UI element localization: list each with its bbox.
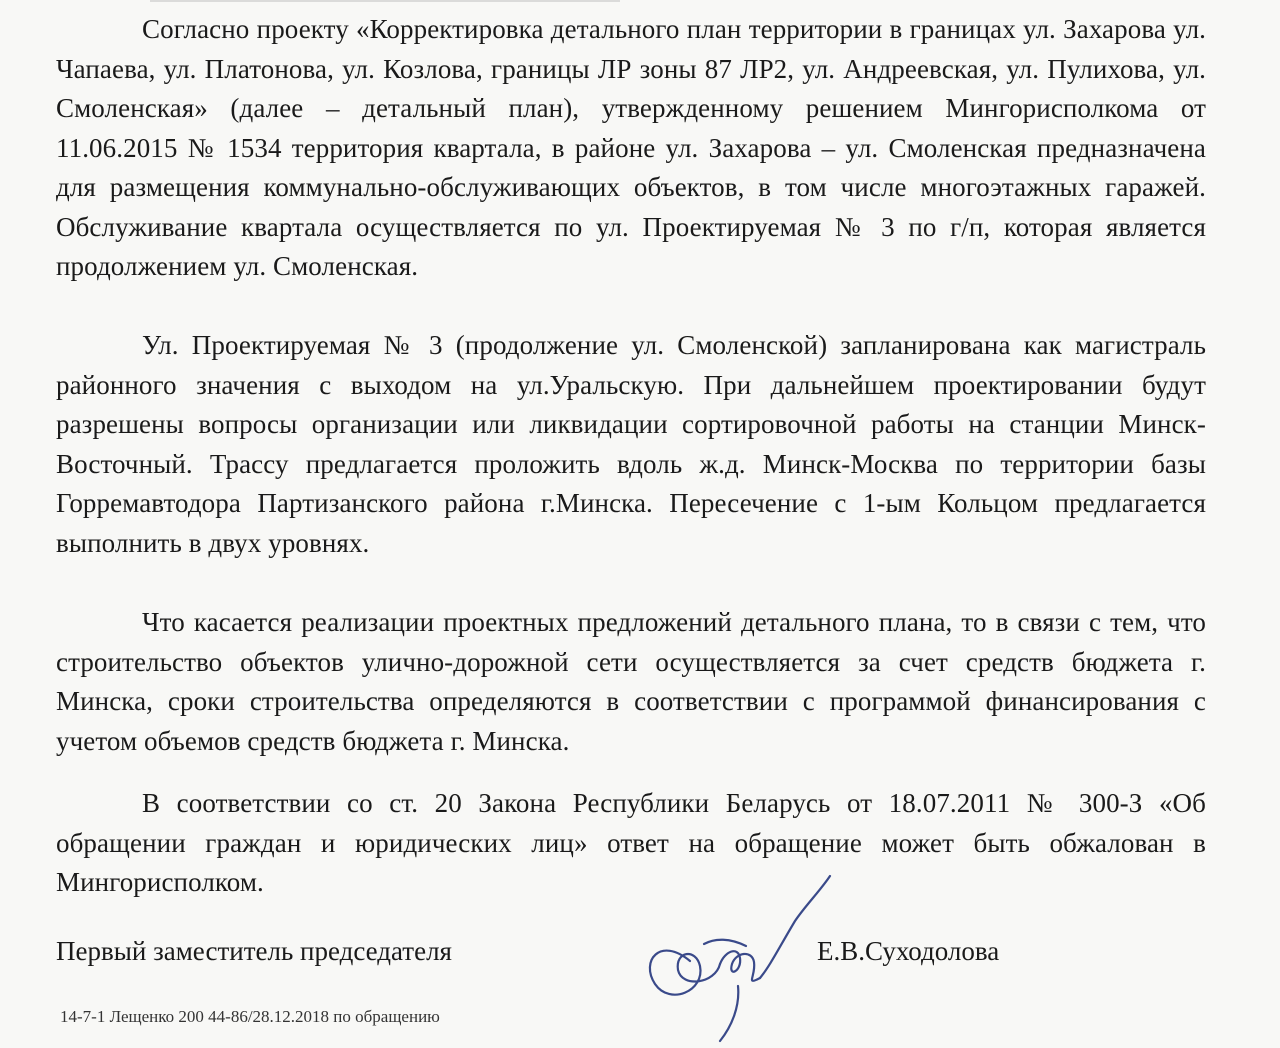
paragraph-2-text: Ул. Проектируемая № 3 (продолжение ул. Смоленской) запланирована как магистраль районного значения с выходом на ул.Уральскую. При дальнейшем проектировании будут разрешены вопросы организации или ликвидации сортировочной работы на станции Минск-Восточный. Трассу предлагается проложить вдоль ж.д. Минск-Москва по территории базы Горремавтодора Партизанского района г.Минска. Пересечение с 1-ым Кольцом предлагается выполнить в двух уровнях. bbox=[56, 330, 1206, 558]
handwritten-signature bbox=[620, 866, 850, 1046]
paragraph-1-text: Согласно проекту «Корректировка детального план территории в границах ул. Захарова ул. Чапаева, ул. Платонова, ул. Козлова, границы ЛР зоны 87 ЛР2, ул. Андреевская, ул. Пулихова, ул. Смоленская» (далее – детальный план), утвержденному решением Мингорисполкома от 11.06.2015 № 1534 территория квартала, в районе ул. Захарова – ул. Смоленская предназначена для размещения коммунально-обслуживающих объектов, в том числе многоэтажных гаражей. Обслуживание квартала осуществляется по ул. Проектируемая № 3 по г/п, которая является продолжением ул. Смоленская. bbox=[56, 14, 1206, 281]
paragraph-3 bbox=[56, 603, 1206, 761]
signatory-title: Первый заместитель председателя bbox=[56, 936, 452, 966]
paragraph-2 bbox=[56, 326, 1206, 563]
cropped-previous-line bbox=[150, 0, 620, 2]
signatory-name: Е.В.Суходолова bbox=[817, 936, 1000, 966]
paragraph-1 bbox=[56, 10, 1206, 287]
paragraph-4-text: В соответствии со ст. 20 Закона Республики Беларусь от 18.07.2011 № 300-З «Об обращении граждан и юридических лиц» ответ на обращение может быть обжалован в Мингорисполком. bbox=[56, 788, 1206, 897]
footer-reference: 14-7-1 Лещенко 200 44-86/28.12.2018 по обращению bbox=[60, 1007, 440, 1026]
paragraph-3-text: Что касается реализации проектных предложений детального плана, то в связи с тем, что строительство объектов улично-дорожной сети осуществляется за счет средств бюджета г. Минска, сроки строительства определяются в соответствии с программой финансирования с учетом объемов средств бюджета г. Минска. bbox=[56, 607, 1206, 756]
